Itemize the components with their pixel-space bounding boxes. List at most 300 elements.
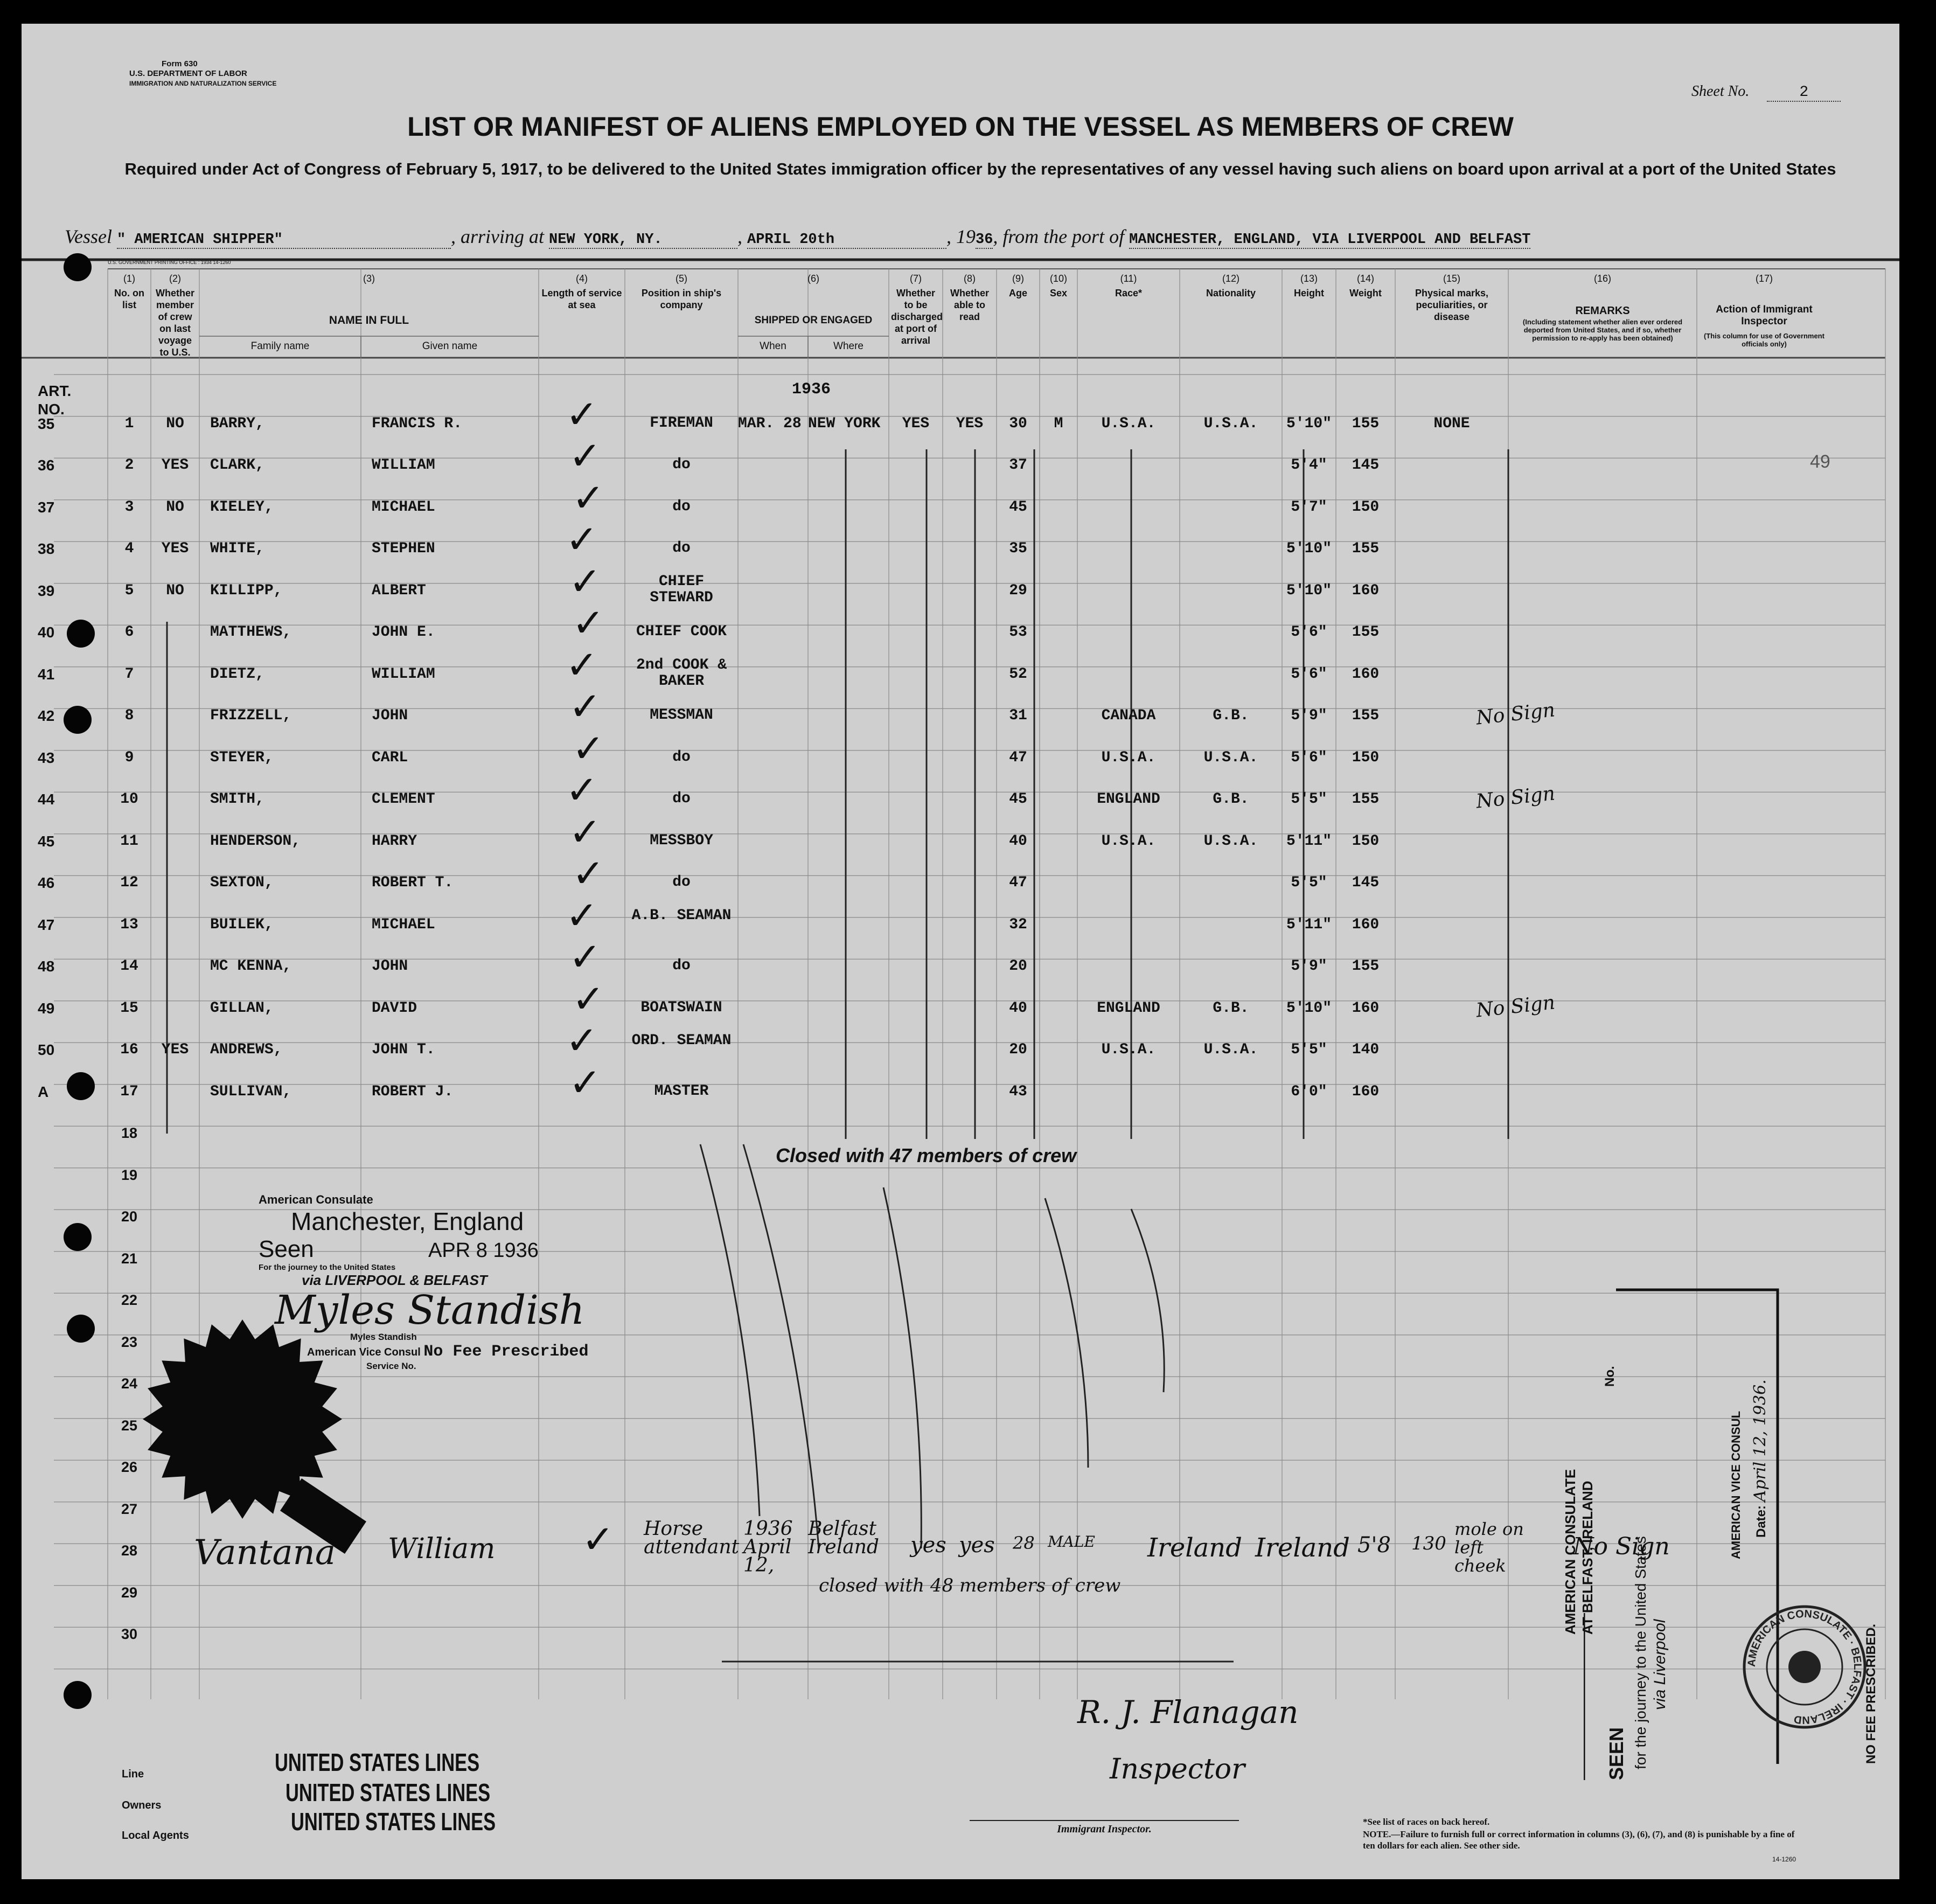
check-mark-icon: ✓ [572,600,605,646]
cell-height: 5'10" [1286,415,1332,432]
row-number: 19 [121,1166,138,1183]
cell-age: 47 [1009,749,1027,766]
footer-agents-label: Local Agents [122,1830,189,1842]
cell-when: MAR. 28 [738,415,802,432]
cell-nationality: U.S.A. [1203,415,1258,432]
closed-note: Closed with 47 members of crew [776,1144,1077,1166]
check-mark-icon: ✓ [566,642,598,687]
cell-height: 5'6" [1291,665,1327,683]
column-header-name: NAME IN FULL [329,314,409,326]
cell-age: 47 [1009,874,1027,892]
footer-owners-label: Owners [122,1799,162,1811]
art-number: 38 [38,540,55,558]
binder-hole [64,1223,92,1251]
cell-weight: 155 [1352,707,1380,725]
cell-height: 5'5" [1291,874,1327,892]
cell-position: A.B. SEAMAN [631,907,732,924]
handwritten-sex: MALE [1048,1533,1095,1551]
cell-age: 45 [1009,498,1027,516]
cell-weight: 155 [1352,624,1380,641]
table-row [22,851,1899,906]
handwritten-given: William [388,1533,496,1566]
sheet-number: Sheet No. 2 [1691,83,1841,101]
embossed-seal [140,1317,377,1554]
cell-family: MC KENNA, [210,958,292,975]
column-number-11: (11) [1120,273,1137,284]
column-number-2: (2) [169,273,181,284]
remarks-no-sign: No Sign [1475,699,1556,729]
cell-no: 6 [124,624,134,641]
manifest-page [22,24,1899,1879]
cell-read: YES [956,415,984,432]
cell-position: MESSMAN [650,707,713,724]
line-stamp: UNITED STATES LINES [275,1748,480,1776]
column-number-1: (1) [123,273,135,284]
cell-given: STEPHEN [372,540,435,558]
cell-given: ALBERT [372,582,426,599]
cell-race: ENGLAND [1097,791,1160,808]
page-title: LIST OR MANIFEST OF ALIENS EMPLOYED ON THE VESSEL AS MEMBERS OF CREW [407,112,1514,142]
cell-given: ROBERT T. [372,874,454,892]
column-header-height: Height [1294,288,1324,298]
check-mark-icon: ✓ [566,892,598,938]
cell-age: 35 [1009,540,1027,558]
cell-position: do [672,540,691,557]
cell-sex: M [1054,415,1063,432]
table-row [22,558,1899,613]
cell-no: 9 [124,749,134,766]
table-row [22,433,1899,488]
column-number-14: (14) [1356,273,1374,284]
cell-height: 5'10" [1286,999,1332,1017]
column-header-action: Action of Immigrant Inspector [1716,304,1813,327]
cell-position: CHIEF COOK [636,623,727,641]
cell-no: 2 [124,457,134,474]
art-number: 36 [38,457,55,474]
cell-given: JOHN [372,958,408,975]
column-number-7: (7) [910,273,922,284]
cell-weight: 160 [1352,665,1380,683]
cell-given: CLEMENT [372,791,435,808]
binder-hole [64,706,92,734]
cell-position: CHIEF STEWARD [650,573,713,606]
binder-hole [67,1315,95,1343]
cell-family: GILLAN, [210,999,274,1017]
cell-position: 2nd COOK & BAKER [636,656,727,690]
cell-where: NEW YORK [808,415,881,432]
cell-age: 30 [1009,415,1027,432]
cell-race: U.S.A. [1101,415,1156,432]
cell-no: 7 [124,665,134,683]
agents-stamp: UNITED STATES LINES [291,1808,496,1836]
shipped-year: 1936 [792,380,831,399]
cell-family: MATTHEWS, [210,624,292,641]
cell-position: do [672,790,691,808]
binder-hole [67,620,95,648]
column-number-8: (8) [964,273,976,284]
cell-age: 40 [1009,832,1027,850]
cell-age: 29 [1009,582,1027,599]
cell-weight: 155 [1352,958,1380,975]
column-header-family-name: Family name [250,341,310,352]
cell-height: 5'5" [1291,791,1327,808]
footer-line-label: Line [122,1768,144,1780]
cell-no: 3 [124,498,134,516]
closed-with-48-note: closed with 48 members of crew [819,1574,1121,1596]
cell-height: 5'5" [1291,1041,1327,1059]
cell-family: SEXTON, [210,874,274,892]
cell-weight: 160 [1352,582,1380,599]
arrival-year: 36 [976,232,993,248]
table-row [22,767,1899,822]
column-header-len: Length of service at sea [541,288,622,310]
cell-position: FIREMAN [650,414,713,432]
cell-family: DIETZ, [210,665,264,683]
cell-weight: 150 [1352,749,1380,766]
cell-age: 32 [1009,916,1027,933]
handwritten-age: 28 [1013,1533,1035,1554]
cell-weight: 160 [1352,916,1380,933]
cell-family: WHITE, [210,540,264,558]
cell-age: 37 [1009,457,1027,474]
column-header-weight: Weight [1349,288,1382,298]
cell-family: SMITH, [210,791,264,808]
department-name: U.S. DEPARTMENT OF LABOR [129,69,247,78]
row-number: 18 [121,1125,138,1142]
column-header-position: Position in ship's company [641,288,722,310]
cell-family: ANDREWS, [210,1041,283,1059]
cell-position: do [672,748,691,766]
art-number: 42 [38,707,55,725]
cell-family: KILLIPP, [210,582,283,599]
row-number: 26 [121,1459,138,1476]
art-number: 44 [38,791,55,808]
cell-last: NO [166,498,184,516]
cell-weight: 160 [1352,1083,1380,1100]
vessel-line: Vessel " AMERICAN SHIPPER" , arriving at NEW YORK, NY. , APRIL 20th , 1936, from the port of MANCHESTER, ENGLAND, VIA LIVERPOOL AND BELFAST [65,226,1531,248]
table-row [22,1018,1899,1073]
check-mark-icon: ✓ [569,809,602,854]
table-row [22,976,1899,1031]
cell-age: 40 [1009,999,1027,1017]
column-number-10: (10) [1049,273,1067,284]
owners-stamp: UNITED STATES LINES [285,1778,491,1806]
form-number: Form 630 [162,59,198,68]
check-mark-icon: ✓ [582,1517,615,1562]
cell-race: U.S.A. [1101,1041,1156,1059]
cell-nationality: U.S.A. [1203,1041,1258,1059]
inspector-title: Inspector [1110,1753,1245,1785]
cell-age: 43 [1009,1083,1027,1100]
art-number: 40 [38,624,55,641]
check-mark-icon: ✓ [569,934,602,980]
cell-age: 53 [1009,624,1027,641]
art-number: 35 [38,415,55,432]
column-header-last: Whether member of crew on last voyage to U.S. [156,288,194,358]
row-number: 28 [121,1542,138,1559]
column-number-12: (12) [1222,273,1239,284]
cell-no: 11 [120,832,138,850]
cell-weight: 150 [1352,832,1380,850]
check-mark-icon: ✓ [566,517,598,562]
arrival-port: NEW YORK, NY. [549,232,737,249]
art-number: 47 [38,916,55,933]
cell-position: do [672,498,691,515]
cell-no: 13 [120,916,138,933]
cell-no: 15 [120,999,138,1017]
manchester-consulate-stamp: American Consulate Manchester, England Seen APR 8 1936 For the journey to the United States via LIVERPOOL & BELFAST Myles Standish Myles Standish American Vice Consul No Fee Prescribed Service No. [259,1193,700,1372]
printing-office-line: U.S. GOVERNMENT PRINTING OFFICE : 1934 14-1260 [108,260,231,265]
handwritten-when: 1936 April 12, [743,1518,793,1577]
check-mark-icon: ✓ [569,684,602,729]
cell-height: 5'7" [1291,498,1327,516]
cell-last: YES [161,540,189,558]
check-mark-icon: ✓ [569,558,602,604]
belfast-no-fee: NO FEE PRESCRIBED. [1864,1623,1878,1764]
table-row [22,517,1899,572]
cell-age: 31 [1009,707,1027,725]
cell-position: do [672,957,691,975]
cell-height: 5'4" [1291,457,1327,474]
cell-position: ORD. SEAMAN [631,1032,732,1050]
cell-weight: 140 [1352,1041,1380,1059]
cell-race: U.S.A. [1101,749,1156,766]
belfast-round-seal [1740,1602,1869,1732]
column-header-no: No. on list [114,288,144,310]
cell-no: 12 [120,874,138,892]
check-mark-icon: ✓ [572,976,605,1022]
cell-given: FRANCIS R. [372,415,463,432]
column-number-6: (6) [807,273,819,284]
cell-family: HENDERSON, [210,832,301,850]
row-number: 20 [121,1208,138,1225]
cell-family: BUILEK, [210,916,274,933]
handwritten-race: Ireland [1147,1533,1242,1563]
art-number: 45 [38,832,55,850]
row-number: 25 [121,1417,138,1434]
handwritten-remarks: No Sign [1573,1533,1670,1561]
cell-no: 8 [124,707,134,725]
handwritten-height: 5'8 [1357,1533,1391,1558]
cell-given: HARRY [372,832,417,850]
cell-discharged: YES [902,415,930,432]
column-number-5: (5) [675,273,687,284]
column-header-discharged: Whether to be discharged at port of arrival [891,288,943,346]
cell-height: 5'10" [1286,540,1332,558]
column-header-action-note: (This column for use of Government officials only) [1704,332,1824,348]
handwritten-marks: mole on left cheek [1454,1519,1524,1576]
art-number: 46 [38,874,55,892]
cell-last: NO [166,415,184,432]
cell-weight: 145 [1352,874,1380,892]
remarks-no-sign: No Sign [1475,991,1556,1022]
cell-height: 5'10" [1286,582,1332,599]
column-header-nationality: Nationality [1206,288,1256,298]
check-mark-icon: ✓ [572,475,605,520]
page-subtitle: Required under Act of Congress of February 5, 1917, to be delivered to the United States immigration officer by the representatives of any vessel having such aliens on board upon arrival at a port of the United States [124,159,1836,178]
remarks-no-sign: No Sign [1475,782,1556,813]
column-header-where: Where [833,341,863,352]
consul-signature: Myles Standish [275,1287,585,1333]
binder-hole [64,253,92,281]
column-header-shipped: SHIPPED OR ENGAGED [754,315,873,326]
cell-race: CANADA [1101,707,1156,725]
cell-given: MICHAEL [372,916,435,933]
column-number-13: (13) [1300,273,1318,284]
action-number: 49 [1810,451,1830,472]
column-number-9: (9) [1012,273,1024,284]
binder-hole [64,1681,92,1709]
handwritten-position: Horse attendant [644,1518,740,1559]
cell-family: STEYER, [210,749,274,766]
cell-given: WILLIAM [372,457,435,474]
handwritten-family: Vantana [194,1533,336,1573]
cell-nationality: U.S.A. [1203,832,1258,850]
arrival-date: APRIL 20th [747,232,946,249]
art-number: 49 [38,999,55,1017]
cell-given: JOHN [372,707,408,725]
table-row [22,1059,1899,1114]
column-header-marks: Physical marks, peculiarities, or disease [1415,288,1489,322]
cell-height: 5'9" [1291,707,1327,725]
cell-height: 5'6" [1291,624,1327,641]
cell-family: FRIZZELL, [210,707,292,725]
sheet-number-value: 2 [1767,84,1841,102]
column-number-16: (16) [1593,273,1611,284]
column-header-when: When [760,341,786,352]
cell-height: 5'6" [1291,749,1327,766]
column-header-remarks: REMARKS [1575,305,1630,317]
row-number: 27 [121,1500,138,1517]
art-number: 50 [38,1041,55,1059]
row-number: 22 [121,1292,138,1309]
service-name: IMMIGRATION AND NATURALIZATION SERVICE [129,80,277,87]
handwritten-nationality: Ireland [1255,1533,1350,1563]
row-number: 23 [121,1333,138,1350]
cell-race: ENGLAND [1097,999,1160,1017]
art-number: 39 [38,582,55,599]
column-number-15: (15) [1443,273,1460,284]
cell-marks: NONE [1433,415,1470,432]
cell-nationality: G.B. [1213,791,1249,808]
cell-given: CARL [372,749,408,766]
cell-given: JOHN E. [372,624,435,641]
cell-given: ROBERT J. [372,1083,454,1100]
check-mark-icon: ✓ [572,851,605,897]
handwritten-read: yes [959,1533,995,1558]
cell-weight: 155 [1352,540,1380,558]
cell-age: 52 [1009,665,1027,683]
cell-family: SULLIVAN, [210,1083,292,1100]
check-mark-icon: ✓ [569,433,602,479]
art-number: 37 [38,498,55,516]
table-row [22,684,1899,739]
cell-weight: 145 [1352,457,1380,474]
cell-no: 17 [120,1083,138,1100]
check-mark-icon: ✓ [572,725,605,771]
handwritten-weight: 130 [1411,1533,1446,1555]
check-mark-icon: ✓ [569,1059,602,1105]
cell-no: 1 [124,415,134,432]
table-row [22,934,1899,989]
penalty-note: NOTE.—Failure to furnish full or correct information in columns (3), (6), (7), and (8) is punishable by a fine of ten dollars for each alien. See other side. [1363,1829,1795,1851]
cell-given: JOHN T. [372,1041,435,1059]
check-mark-icon: ✓ [566,767,598,813]
cell-given: WILLIAM [372,665,435,683]
table-row [22,809,1899,864]
column-header-given-name: Given name [422,341,478,352]
vessel-name: " AMERICAN SHIPPER" [117,232,451,249]
inspector-signature: R. J. Flanagan [1077,1694,1299,1731]
cell-position: do [672,874,691,891]
check-mark-icon: ✓ [566,1018,598,1064]
cell-weight: 155 [1352,791,1380,808]
cell-position: MESSBOY [650,832,713,849]
cell-weight: 155 [1352,415,1380,432]
cell-no: 5 [124,582,134,599]
table-row [22,642,1899,697]
cell-given: DAVID [372,999,417,1017]
cell-no: 14 [120,958,138,975]
column-number-4: (4) [576,273,588,284]
cell-family: CLARK, [210,457,264,474]
column-header-race: Race* [1115,288,1143,298]
column-header-age: Age [1008,288,1027,298]
row-number: 29 [121,1584,138,1601]
cell-height: 5'9" [1291,958,1327,975]
column-header-sex: Sex [1049,288,1068,298]
art-number: 48 [38,958,55,975]
art-number-label: ART. NO. [38,383,72,418]
cell-no: 10 [120,791,138,808]
table-row [22,725,1899,780]
handwritten-where: Belfast Ireland [808,1518,879,1559]
cell-age: 20 [1009,958,1027,975]
cell-nationality: G.B. [1213,999,1249,1017]
cell-nationality: G.B. [1213,707,1249,725]
cell-no: 16 [120,1041,138,1059]
art-number: 43 [38,749,55,766]
departure-port: MANCHESTER, ENGLAND, VIA LIVERPOOL AND BELFAST [1129,232,1531,248]
cell-family: KIELEY, [210,498,274,516]
cell-position: MASTER [654,1082,709,1100]
cell-no: 4 [124,540,134,558]
form-code: 14-1260 [1772,1856,1796,1863]
cell-position: do [672,456,691,474]
handwritten-discharged: yes [910,1533,946,1558]
cell-last: NO [166,582,184,599]
art-number: A [38,1083,49,1100]
belfast-consulate-stamp: AMERICAN CONSULATE AT BELFAST, IRELAND SEEN for the journey to the United States via Liverpool No. AMERICAN VICE CONSUL Date: April 12, 1936. [1584,1279,1788,1780]
row-number: 21 [121,1250,138,1267]
cell-height: 5'11" [1286,832,1332,850]
cell-position: BOATSWAIN [640,999,722,1016]
cell-age: 20 [1009,1041,1027,1059]
column-header-read: Whether able to read [950,288,989,322]
art-number: 41 [38,665,55,683]
row-number: 24 [121,1375,138,1392]
check-mark-icon: ✓ [566,391,598,437]
cell-last: YES [161,1041,189,1059]
table-row [22,600,1899,655]
cell-weight: 160 [1352,999,1380,1017]
binder-hole [67,1072,95,1100]
cell-family: BARRY, [210,415,264,432]
cell-last: YES [161,457,189,474]
cell-height: 5'11" [1286,916,1332,933]
table-row [22,892,1899,947]
table-row [22,475,1899,530]
